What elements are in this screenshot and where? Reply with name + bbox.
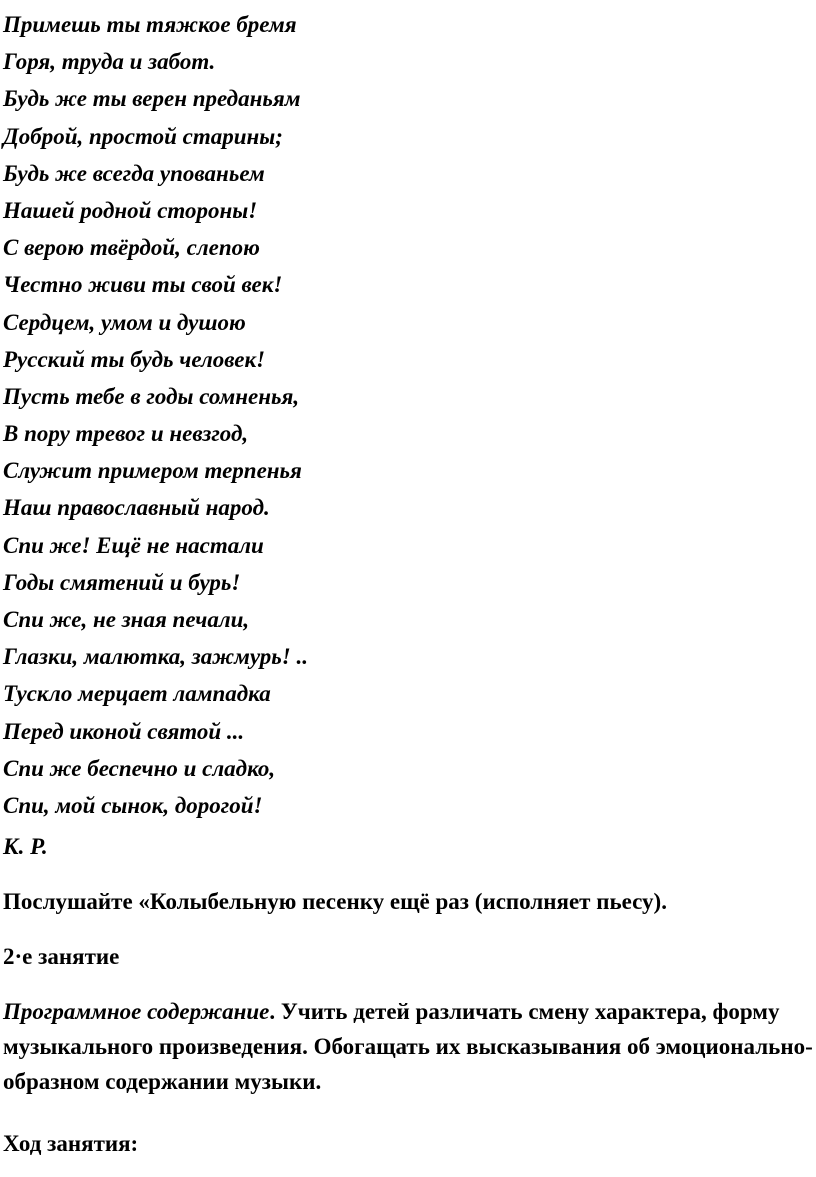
poem-line: Тускло мерцает лампадка bbox=[3, 681, 271, 707]
poem-line: Годы смятений и бурь! bbox=[3, 569, 241, 595]
poem-line: Спи же, не зная печали, bbox=[3, 607, 250, 632]
program-content-paragraph bbox=[3, 994, 815, 1099]
poem-signature: К. Р. bbox=[3, 834, 48, 859]
poem-line: Доброй, простой старины; bbox=[3, 123, 283, 149]
poem-line: Честно живи ты свой век! bbox=[3, 272, 283, 298]
listen-instruction: Послушайте «Колыбельную песенку ещё раз (исполняет пьесу). bbox=[3, 889, 667, 914]
poem-line: Перед иконой святой ... bbox=[3, 718, 245, 744]
poem-line: Глазки, малютка, зажмурь! .. bbox=[3, 644, 308, 670]
course-heading: Ход занятия: bbox=[3, 1131, 139, 1156]
poem-line: Спи же! Ещё не настали bbox=[3, 532, 264, 558]
poem bbox=[3, 6, 783, 824]
poem-line: Спи, мой сынок, дорогой! bbox=[3, 792, 263, 818]
poem-line: Будь же всегда упованьем bbox=[3, 160, 265, 186]
poem-line: Примешь ты тяжкое бремя bbox=[3, 12, 297, 37]
lesson-heading: 2·е занятие bbox=[3, 944, 120, 969]
poem-line: Будь же ты верен преданьям bbox=[3, 86, 301, 112]
poem-line: В пору тревог и невзгод, bbox=[3, 421, 249, 447]
poem-line: Нашей родной стороны! bbox=[3, 197, 258, 223]
poem-line: Пусть тебе в годы сомненья, bbox=[3, 383, 300, 409]
poem-line: Русский ты будь человек! bbox=[3, 346, 266, 372]
poem-line: Сердцем, умом и душою bbox=[3, 309, 246, 335]
poem-line: Горя, труда и забот. bbox=[3, 49, 216, 75]
poem-line: С верою твёрдой, слепою bbox=[3, 235, 260, 261]
program-content-text: . Учить детей различать смену характера, форму музыкального произведения. Обогащать их высказывания об эмоционально-образном содержании музыки. bbox=[3, 999, 813, 1094]
poem-line: Наш православный народ. bbox=[3, 495, 270, 521]
program-content-label: Программное содержание bbox=[3, 999, 270, 1024]
poem-line: Спи же беспечно и сладко, bbox=[3, 755, 276, 781]
poem-line: Служит примером терпенья bbox=[3, 458, 302, 484]
